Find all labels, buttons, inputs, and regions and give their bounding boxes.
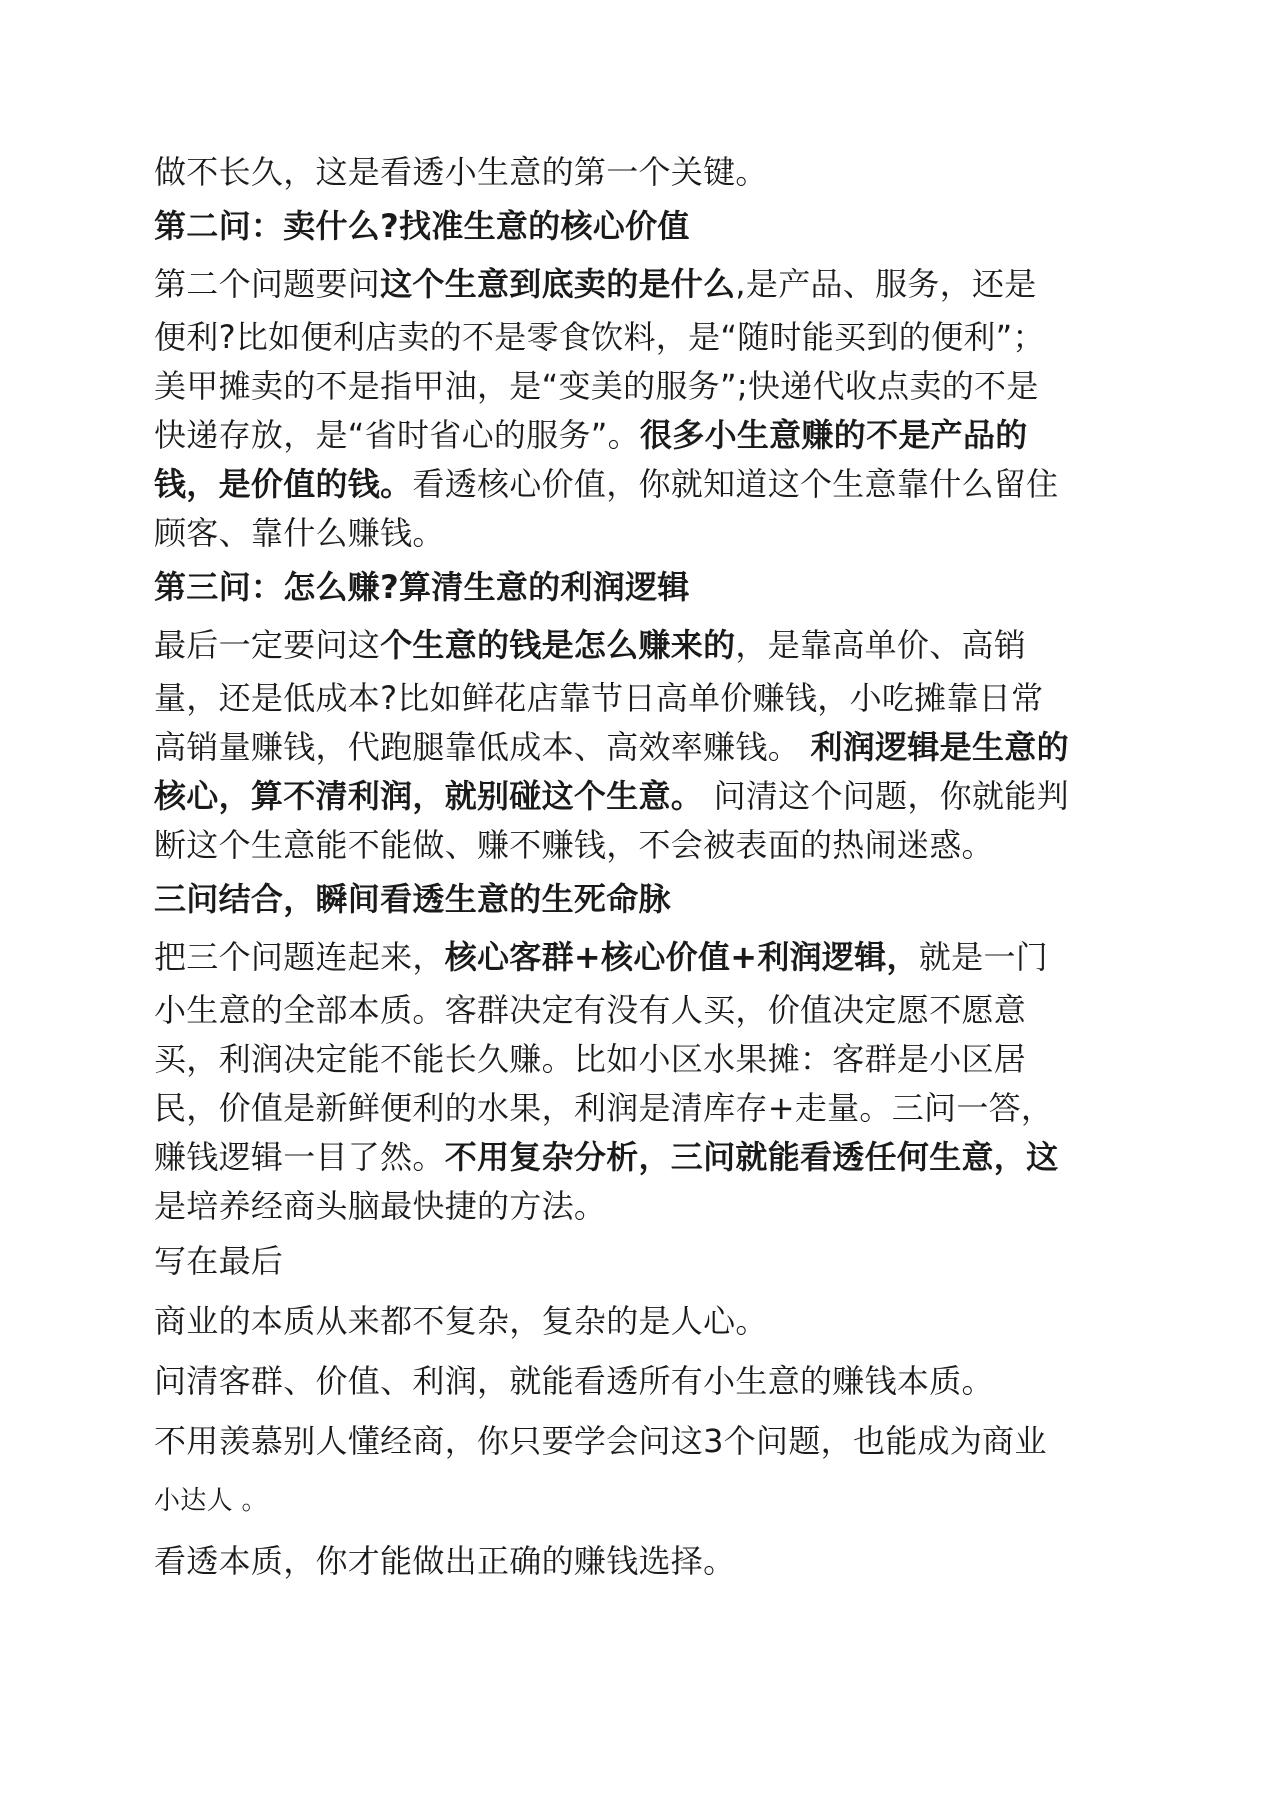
ending-paragraph-1: 商业的本质从来都不复杂，复杂的是人心。: [154, 1302, 768, 1340]
q2-line-3: 美甲摊卖的不是指甲油，是“变美的服务”;快递代收点卖的不是: [154, 367, 1039, 405]
q3-line-5: 断这个生意能不能做、赚不赚钱，不会被表面的热闹迷惑。: [154, 826, 994, 864]
combo-line-4: 民，价值是新鲜便利的水果，利润是清库存+走量。三问一答，: [154, 1089, 1054, 1127]
q2-line-6: 顾客、靠什么赚钱。: [154, 514, 445, 552]
q3-line-1: 最后一定要问这个生意的钱是怎么赚来的，是靠高单价、高销: [154, 626, 1027, 664]
ending-paragraph-2: 问清客群、价值、利润，就能看透所有小生意的赚钱本质。: [154, 1362, 994, 1400]
section-heading-q2: 第二问：卖什么?找准生意的核心价值: [154, 207, 690, 245]
document-page: [154, 148, 1134, 1591]
q3-line-4: 核心，算不清利润，就别碰这个生意。 问清这个问题，你就能判: [154, 777, 1069, 815]
combo-line-3: 买，利润决定能不能长久赚。比如小区水果摊：客群是小区居: [154, 1040, 1027, 1078]
q3-line-2: 量，还是低成本?比如鲜花店靠节日高单价赚钱，小吃摊靠日常: [154, 679, 1044, 717]
q2-line-2: 便利?比如便利店卖的不是零食饮料，是“随时能买到的便利”；: [154, 318, 1045, 356]
ending-paragraph-3: 不用羡慕别人懂经商，你只要学会问这3个问题，也能成为商业: [154, 1422, 1047, 1460]
ending-paragraph-4: 看透本质，你才能做出正确的赚钱选择。: [154, 1542, 736, 1580]
q2-line-4: 快递存放，是“省时省心的服务”。很多小生意赚的不是产品的: [154, 416, 1028, 454]
q2-line-1: 第二个问题要问这个生意到底卖的是什么,是产品、服务，还是: [154, 265, 1037, 303]
ending-heading: 写在最后: [154, 1242, 284, 1280]
section-heading-q3: 第三问：怎么赚?算清生意的利润逻辑: [154, 568, 690, 606]
combo-line-6: 是培养经商头脑最快捷的方法。: [154, 1187, 607, 1225]
q3-line-3: 高销量赚钱，代跑腿靠低成本、高效率赚钱。 利润逻辑是生意的: [154, 728, 1069, 766]
combo-line-5: 赚钱逻辑一目了然。不用复杂分析，三问就能看透任何生意，这: [154, 1138, 1059, 1176]
combo-line-2: 小生意的全部本质。客群决定有没有人买，价值决定愿不愿意: [154, 991, 1027, 1029]
combo-line-1: 把三个问题连起来，核心客群+核心价值+利润逻辑，就是一门: [154, 938, 1049, 976]
intro-tail: 做不长久，这是看透小生意的第一个关键。: [154, 153, 768, 191]
section-heading-combo: 三问结合，瞬间看透生意的生死命脉: [154, 880, 671, 918]
ending-paragraph-3-tail: 小达人 。: [154, 1486, 268, 1516]
q2-line-5: 钱，是价值的钱。看透核心价值，你就知道这个生意靠什么留住: [154, 465, 1059, 503]
